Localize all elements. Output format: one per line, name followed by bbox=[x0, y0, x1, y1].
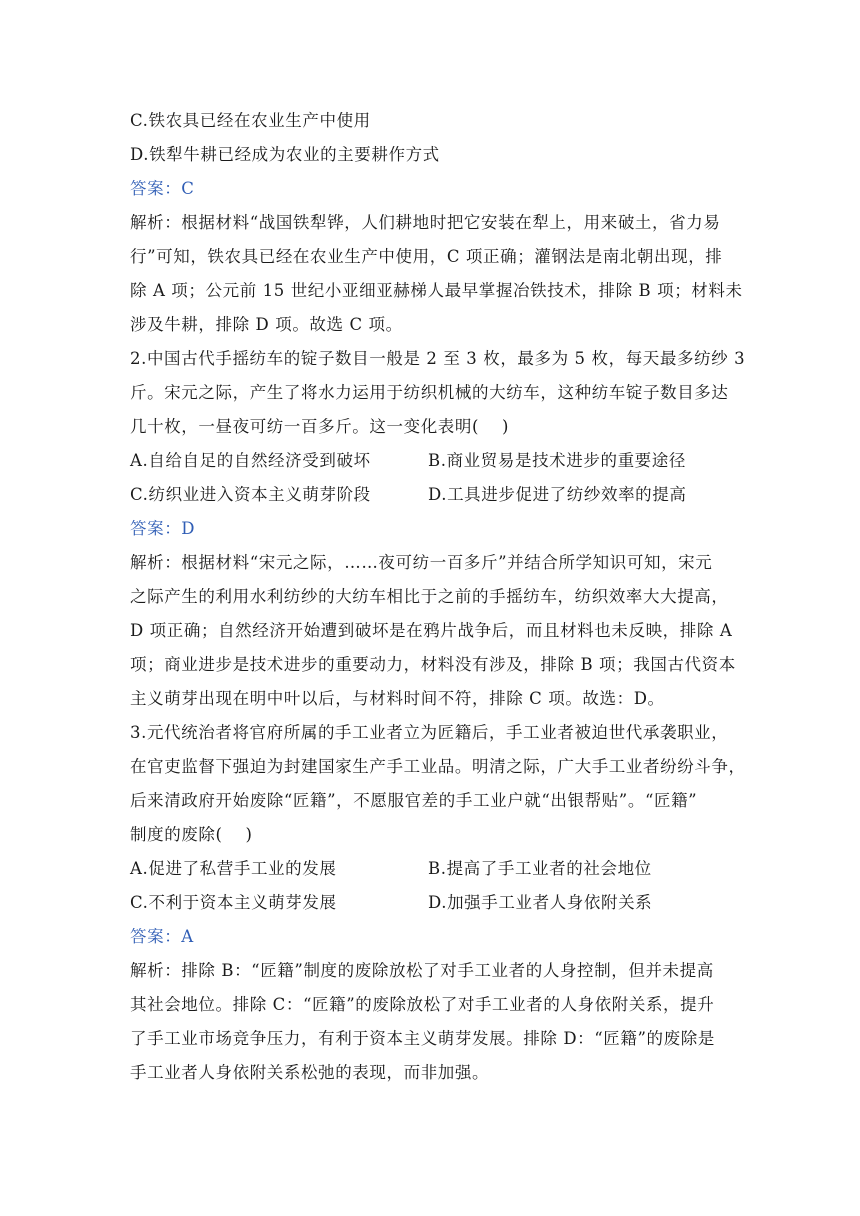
q3-analysis-line: 解析：排除 B：“匠籍”制度的废除放松了对手工业者的人身控制，但并未提高 bbox=[130, 961, 714, 980]
q3-analysis-line: 了手工业市场竞争压力，有利于资本主义萌芽发展。排除 D：“匠籍”的废除是 bbox=[130, 1029, 715, 1048]
q3-analysis-line: 手工业者人身依附关系松弛的表现，而非加强。 bbox=[130, 1063, 490, 1082]
q3-analysis-line: 其社会地位。排除 C：“匠籍”的废除放松了对手工业者的人身依附关系，提升 bbox=[130, 995, 715, 1014]
q3-option-d: D.加强手工业者人身依附关系 bbox=[428, 893, 653, 912]
q1-analysis-line: 涉及牛耕，排除 D 项。故选 C 项。 bbox=[130, 315, 403, 334]
q2-options-row-1 bbox=[130, 444, 730, 478]
q2-analysis-line: 项；商业进步是技术进步的重要动力，材料没有涉及，排除 B 项；我国古代资本 bbox=[130, 655, 736, 674]
q1-answer: 答案：C bbox=[130, 179, 195, 198]
q2-analysis-line: 之际产生的利用水利纺纱的大纺车相比于之前的手摇纺车，纺织效率大大提高， bbox=[130, 587, 729, 606]
q3-options-row-1 bbox=[130, 852, 730, 886]
q2-analysis-line: D 项正确；自然经济开始遭到破坏是在鸦片战争后，而且材料也未反映，排除 A bbox=[130, 621, 733, 640]
q1-analysis-line: 解析：根据材料“战国铁犁铧，人们耕地时把它安装在犁上，用来破土，省力易 bbox=[130, 213, 721, 232]
q3-option-a: A.促进了私营手工业的发展 bbox=[130, 859, 337, 878]
q2-stem-line: 2.中国古代手摇纺车的锭子数目一般是 2 至 3 枚，最多为 5 枚，每天最多纺纱 3 bbox=[130, 349, 746, 368]
q2-stem-line: 几十枚，一昼夜可纺一百多斤。这一变化表明( ) bbox=[130, 417, 510, 436]
document-page bbox=[130, 104, 746, 1090]
q2-option-c: C.纺织业进入资本主义萌芽阶段 bbox=[130, 485, 371, 504]
q1-option-c: C.铁农具已经在农业生产中使用 bbox=[130, 111, 371, 130]
q3-stem-line: 后来清政府开始废除“匠籍”，不愿服官差的手工业户就“出银帮贴”。“匠籍” bbox=[130, 791, 698, 810]
q1-option-d: D.铁犁牛耕已经成为农业的主要耕作方式 bbox=[130, 145, 440, 164]
q2-stem-line: 斤。宋元之际，产生了将水力运用于纺织机械的大纺车，这种纺车锭子数目多达 bbox=[130, 383, 729, 402]
q3-answer: 答案：A bbox=[130, 927, 194, 946]
q1-analysis-line: 除 A 项；公元前 15 世纪小亚细亚赫梯人最早掌握冶铁技术，排除 B 项；材料未 bbox=[130, 281, 743, 300]
q3-options-row-2 bbox=[130, 886, 730, 920]
q2-options-row-2 bbox=[130, 478, 730, 512]
q1-analysis-line: 行”可知，铁农具已经在农业生产中使用，C 项正确；灌钢法是南北朝出现，排 bbox=[130, 247, 723, 266]
q2-analysis-line: 解析：根据材料“宋元之际，……夜可纺一百多斤”并结合所学知识可知，宋元 bbox=[130, 553, 713, 572]
q2-option-b: B.商业贸易是技术进步的重要途径 bbox=[428, 451, 686, 470]
q2-analysis-line: 主义萌芽出现在明中叶以后，与材料时间不符，排除 C 项。故选：D。 bbox=[130, 689, 665, 708]
q2-answer: 答案：D bbox=[130, 519, 196, 538]
q2-option-a: A.自给自足的自然经济受到破坏 bbox=[130, 451, 371, 470]
q3-stem-line: 制度的废除( ) bbox=[130, 825, 253, 844]
q3-stem-line: 3.元代统治者将官府所属的手工业者立为匠籍后，手工业者被迫世代承袭职业， bbox=[130, 723, 729, 742]
q2-option-d: D.工具进步促进了纺纱效率的提高 bbox=[428, 485, 687, 504]
q3-stem-line: 在官吏监督下强迫为封建国家生产手工业品。明清之际，广大手工业者纷纷斗争， bbox=[130, 757, 746, 776]
q3-option-b: B.提高了手工业者的社会地位 bbox=[428, 859, 652, 878]
q3-option-c: C.不利于资本主义萌芽发展 bbox=[130, 893, 337, 912]
